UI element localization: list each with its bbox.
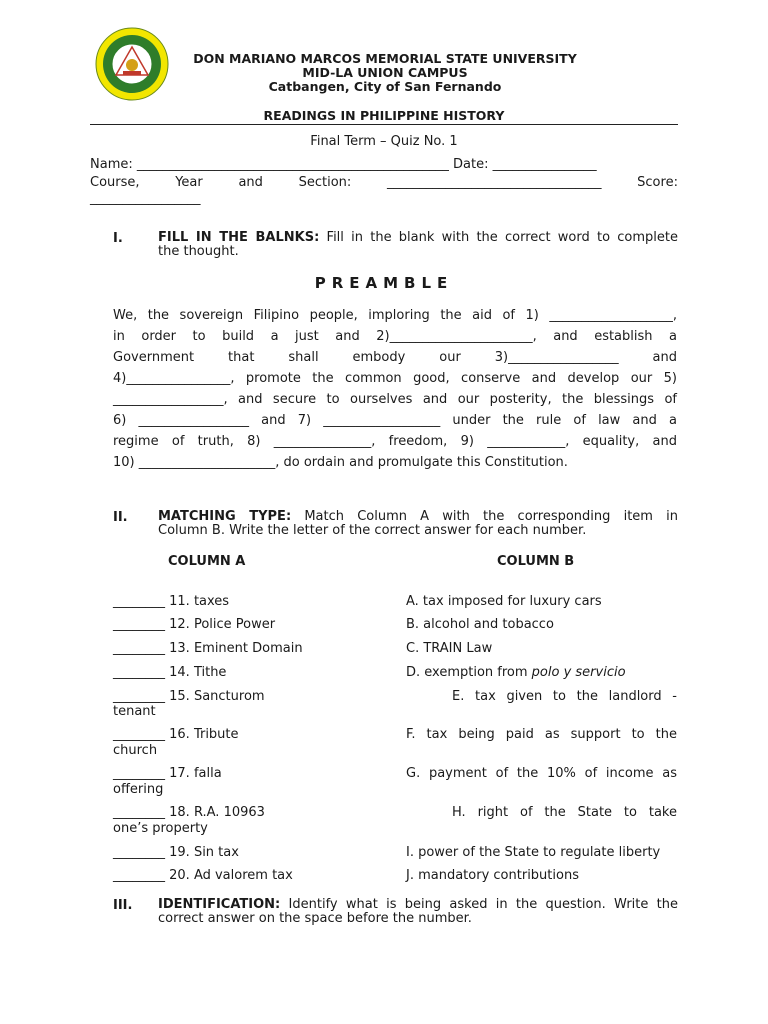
section-1-instruction-cont: the thought. [158,244,239,259]
section-label: Section: [298,175,352,190]
match-option-b: B. alcohol and tobacco [406,617,554,632]
match-option-d-italic: polo y servicio [531,665,626,680]
match-option-j: J. mandatory contributions [406,868,579,883]
preamble-line-7: regime of truth, 8) _______________, freedom, 9) ____________, equality, and [113,434,677,449]
match-item-11: ________ 11. taxes [113,594,230,609]
match-item-12: ________ 12. Police Power [113,617,276,632]
section-blank: _________________________________ [386,175,602,190]
match-option-g: G. payment of the 10% of income as [406,766,677,781]
match-option-g-wrap: offering [113,782,164,797]
section-2-heading [158,510,678,538]
section-3-instruction: Identify what is being asked in the question. Write the [280,897,678,912]
preamble-line-3: Government that shall embody our 3)_________________ and [113,350,677,365]
column-b-header: COLUMN B [497,554,575,569]
match-item-19: ________ 19. Sin tax [113,845,239,860]
match-item-18: ________ 18. R.A. 10963 [113,805,265,820]
section-1-instruction: Fill in the blank with the correct word to complete [319,230,678,245]
section-2-label: MATCHING TYPE: [158,509,292,524]
match-item-13: ________ 13. Eminent Domain [113,641,303,656]
match-option-c: C. TRAIN Law [406,641,493,656]
course-year-section-line [90,175,678,190]
preamble-line-1: We, the sovereign Filipino people, imploring the aid of 1) ___________________, [113,308,677,323]
preamble-line-8: 10) _____________________, do ordain and promulgate this Constitution. [113,455,568,470]
match-option-f: F. tax being paid as support to the [406,727,677,742]
preamble-title: PREAMBLE [314,274,454,292]
header-divider [90,124,678,125]
match-option-d-text: D. exemption from [406,665,532,680]
campus-name: MID-LA UNION CAMPUS [302,65,468,80]
section-2-instruction: Match Column A with the corresponding item in [291,509,678,524]
preamble-line-2: in order to build a just and 2)______________________, and establish a [113,329,677,344]
section-2-number: II. [113,510,128,525]
score-label: Score: [637,175,678,190]
match-option-f-wrap: church [113,743,158,758]
preamble-line-5: _________________, and secure to ourselves and our posterity, the blessings of [113,392,677,407]
column-a-header: COLUMN A [168,554,246,569]
and-label: and [238,175,263,190]
course-label: Course, [90,175,140,190]
match-item-15: ________ 15. Sancturom [113,689,265,704]
university-name: DON MARIANO MARCOS MEMORIAL STATE UNIVERSITY [193,51,577,66]
section-2-instruction-cont: Column B. Write the letter of the correct answer for each number. [158,523,587,538]
name-date-line: Name: ________________________________________________ Date: ________________ [90,157,597,172]
match-option-d [406,665,677,680]
match-item-20: ________ 20. Ad valorem tax [113,868,293,883]
section-1-heading [158,231,678,259]
section-1-label: FILL IN THE BALNKS: [158,230,320,245]
match-option-e: E. tax given to the landlord - [452,689,677,704]
score-blank: _________________ [90,191,201,206]
match-item-14: ________ 14. Tithe [113,665,227,680]
preamble-line-6: 6) _________________ and 7) __________________ under the rule of law and a [113,413,677,428]
section-3-instruction-cont: correct answer on the space before the number. [158,911,472,926]
section-3-number: III. [113,898,133,913]
match-option-h-wrap: one’s property [113,821,208,836]
course-title: READINGS IN PHILIPPINE HISTORY [263,108,505,123]
match-option-e-wrap: tenant [113,704,156,719]
campus-location: Catbangen, City of San Fernando [268,79,502,94]
match-option-a: A. tax imposed for luxury cars [406,594,602,609]
match-item-17: ________ 17. falla [113,766,222,781]
match-item-16: ________ 16. Tribute [113,727,239,742]
section-1-number: I. [113,231,123,246]
match-option-h: H. right of the State to take [452,805,677,820]
match-option-i: I. power of the State to regulate liberty [406,845,661,860]
section-3-label: IDENTIFICATION: [158,897,281,912]
year-label: Year [175,175,203,190]
preamble-line-4: 4)________________, promote the common good, conserve and develop our 5) [113,371,677,386]
section-3-heading [158,898,678,926]
quiz-title: Final Term – Quiz No. 1 [310,134,458,149]
